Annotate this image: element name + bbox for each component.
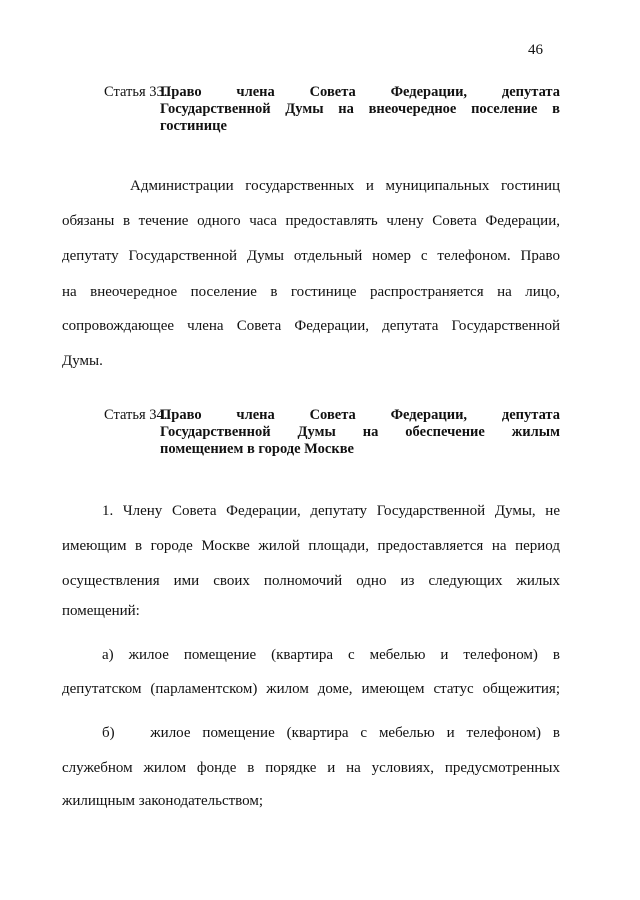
body-line: на внеочередное поселение в гостинице распространяется на лицо, (62, 284, 560, 300)
body-line: имеющим в городе Москве жилой площади, предоставляется на период (62, 538, 560, 554)
body-line: осуществления ими своих полномочий одно из следующих жилых (62, 573, 560, 589)
body-line: Думы. (62, 353, 103, 369)
body-line: депутатском (парламентском) жилом доме, имеющем статус общежития; (62, 681, 560, 697)
body-line: а) жилое помещение (квартира с мебелью и телефоном) в (102, 647, 560, 663)
body-line: служебном жилом фонде в порядке и на условиях, предусмотренных (62, 760, 560, 776)
article-33-title-line: гостинице (160, 118, 227, 134)
body-line: депутату Государственной Думы отдельный номер с телефоном. Право (62, 248, 560, 264)
article-33-title (160, 84, 560, 135)
body-line: 1. Члену Совета Федерации, депутату Государственной Думы, не (102, 503, 560, 519)
article-34-title (160, 407, 560, 458)
article-34-title-line: помещением в городе Москве (160, 441, 354, 457)
body-line: б) жилое помещение (квартира с мебелью и телефоном) в (102, 725, 560, 741)
article-33-title-line: Право члена Совета Федерации, депутата (160, 84, 560, 100)
article-33-label: Статья 33. (104, 84, 168, 100)
article-34-title-line: Право члена Совета Федерации, депутата (160, 407, 560, 423)
body-line: сопровождающее члена Совета Федерации, депутата Государственной (62, 318, 560, 334)
body-line: обязаны в течение одного часа предоставлять члену Совета Федерации, (62, 213, 560, 229)
article-33-title-line: Государственной Думы на внеочередное поселение в (160, 101, 560, 117)
article-34-label: Статья 34. (104, 407, 168, 423)
page-number: 46 (528, 42, 543, 58)
article-34-title-line: Государственной Думы на обеспечение жилым (160, 424, 560, 440)
body-line: жилищным законодательством; (62, 793, 264, 809)
body-line: Администрации государственных и муниципальных гостиниц (130, 178, 560, 194)
body-line: помещений: (62, 603, 140, 619)
